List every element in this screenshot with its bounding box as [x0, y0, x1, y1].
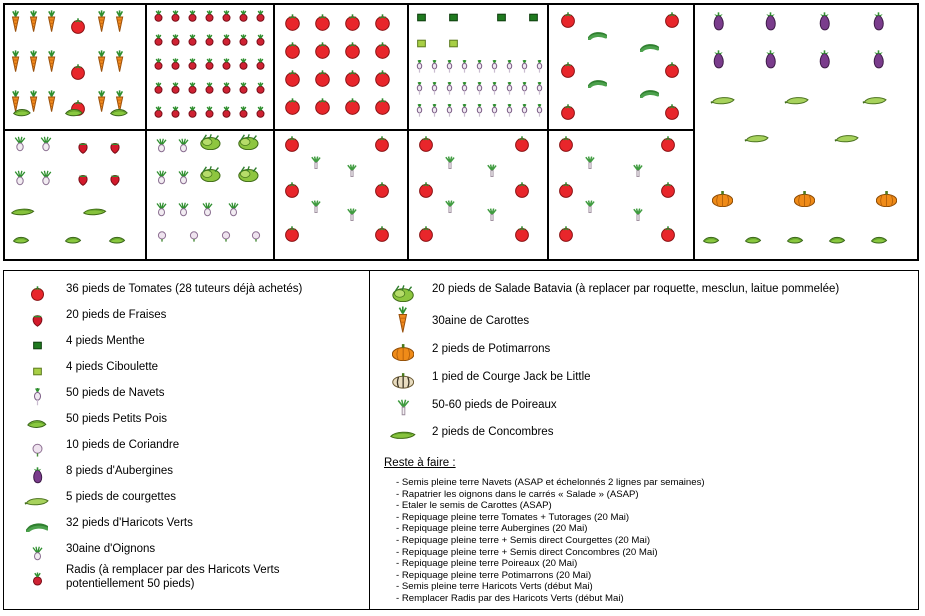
legend-label: 4 pieds Menthe	[66, 335, 145, 347]
leek-icon	[346, 164, 358, 177]
peas-icon	[786, 236, 804, 244]
todo-list	[396, 477, 705, 605]
carrot-icon	[28, 10, 39, 32]
legend-label: 4 pieds Ciboulette	[66, 361, 159, 373]
todo-item: - Repiquage pleine terre + Semis direct Courgettes (20 Mai)	[396, 534, 651, 546]
turnip-icon	[444, 104, 455, 118]
radish-icon	[203, 10, 216, 23]
tomato-icon	[560, 104, 576, 120]
todo-item: - Repiquage pleine terre Poireaux (20 Mai)	[396, 558, 578, 570]
radish-icon	[237, 58, 250, 71]
onion-icon	[38, 136, 54, 152]
carrot-icon	[114, 90, 125, 112]
greenbean-icon	[588, 32, 607, 40]
legend-label	[66, 563, 279, 591]
legend-item	[4, 513, 369, 539]
eggplant-icon	[870, 50, 887, 70]
turnip-icon	[519, 104, 530, 118]
tomato-icon	[664, 12, 680, 28]
radish-icon	[169, 58, 182, 71]
zucchini-icon	[744, 134, 770, 143]
strawberry-icon	[76, 172, 90, 186]
coriander-icon	[156, 230, 168, 242]
peas-icon	[828, 236, 846, 244]
garden-plan-grid	[3, 3, 919, 261]
tomato-icon	[344, 70, 361, 87]
todo-item: - Repiquage pleine terre Tomates + Tutorages (20 Mai)	[396, 511, 630, 523]
chive-icon	[448, 38, 459, 49]
onion-icon	[226, 202, 241, 217]
mint-icon	[448, 12, 459, 23]
cucumber-icon	[380, 421, 426, 447]
radish-icon	[254, 58, 267, 71]
turnip-icon	[459, 60, 470, 74]
radish-icon	[203, 106, 216, 119]
todo-item: - Semis pleine terre Haricots Verts (début Mai)	[396, 581, 593, 593]
turnip-icon	[459, 82, 470, 96]
radish-icon	[254, 82, 267, 95]
peas-icon	[64, 108, 84, 117]
peas-icon	[12, 236, 30, 244]
turnip-icon	[489, 82, 500, 96]
turnip-icon	[414, 82, 425, 96]
tomato-icon	[664, 62, 680, 78]
legend-label: 32 pieds d'Haricots Verts	[66, 517, 193, 529]
tomato-icon	[70, 100, 86, 116]
turnip-icon	[429, 104, 440, 118]
coriander-icon	[220, 230, 232, 242]
tomato-icon	[660, 182, 676, 198]
leek-icon	[486, 208, 498, 221]
tomato-icon	[284, 14, 301, 31]
peas-icon	[109, 108, 129, 117]
todo-item: - Repiquage pleine terre Aubergines (20 Mai)	[396, 523, 588, 535]
leek-icon	[632, 208, 644, 221]
carrot-icon	[114, 10, 125, 32]
carrot-icon	[46, 90, 57, 112]
legend-item	[4, 279, 369, 305]
onion-icon	[154, 202, 169, 217]
legend-label: 10 pieds de Coriandre	[66, 439, 180, 451]
tomato-icon	[314, 98, 331, 115]
squash-icon	[380, 365, 426, 391]
turnip-icon	[519, 60, 530, 74]
tomato-icon	[664, 104, 680, 120]
peas-icon	[64, 236, 82, 244]
turnip-icon	[534, 82, 545, 96]
tomato-icon	[14, 279, 60, 305]
tomato-icon	[344, 14, 361, 31]
legend-item	[4, 461, 369, 487]
eggplant-icon	[762, 12, 779, 32]
peas-icon	[108, 236, 126, 244]
salad-icon	[238, 134, 259, 150]
strawberry-icon	[108, 140, 122, 154]
legend-item	[4, 539, 369, 565]
tomato-icon	[374, 136, 390, 152]
mint-icon	[14, 331, 60, 357]
tomato-icon	[314, 42, 331, 59]
legend-label: 5 pieds de courgettes	[66, 491, 176, 503]
coriander-icon	[250, 230, 262, 242]
turnip-icon	[534, 60, 545, 74]
radish-icon	[220, 106, 233, 119]
pumpkin-icon	[380, 337, 426, 363]
tomato-icon	[70, 64, 86, 80]
tomato-icon	[418, 182, 434, 198]
legend-item	[4, 487, 369, 513]
peas-icon	[870, 236, 888, 244]
peas-icon	[744, 236, 762, 244]
tomato-icon	[560, 62, 576, 78]
tomato-icon	[514, 226, 530, 242]
radish-icon	[254, 106, 267, 119]
greenbean-icon	[588, 80, 607, 88]
tomato-icon	[284, 98, 301, 115]
tomato-icon	[314, 70, 331, 87]
carrot-icon	[96, 90, 107, 112]
radish-icon	[169, 10, 182, 23]
chive-icon	[416, 38, 427, 49]
turnip-icon	[519, 82, 530, 96]
onion-icon	[176, 138, 191, 153]
legend-label: 50-60 pieds de Poireaux	[432, 399, 557, 411]
legend-label: 36 pieds de Tomates (28 tuteurs déjà achetés)	[66, 283, 303, 295]
radish-icon	[152, 82, 165, 95]
tomato-icon	[558, 136, 574, 152]
eggplant-icon	[870, 12, 887, 32]
tomato-icon	[514, 182, 530, 198]
tomato-icon	[374, 14, 391, 31]
turnip-icon	[489, 104, 500, 118]
radish-icon	[152, 106, 165, 119]
onion-icon	[12, 136, 28, 152]
cucumber-icon	[10, 208, 35, 216]
carrot-icon	[96, 50, 107, 72]
radish-icon	[237, 34, 250, 47]
tomato-icon	[418, 136, 434, 152]
salad-icon	[200, 134, 221, 150]
legend-item	[4, 357, 369, 383]
radish-icon	[203, 82, 216, 95]
coriander-icon	[14, 435, 60, 461]
eggplant-icon	[710, 12, 727, 32]
carrot-icon	[28, 90, 39, 112]
turnip-icon	[459, 104, 470, 118]
salad-icon	[200, 166, 221, 182]
todo-item: - Etaler le semis de Carottes (ASAP)	[396, 500, 552, 512]
todo-item: - Repiquage pleine terre Potimarrons (20 Mai)	[396, 569, 592, 581]
legend-label: 50 pieds de Navets	[66, 387, 165, 399]
legend-item	[370, 365, 919, 393]
todo-item: - Semis pleine terre Navets (ASAP et échelonnés 2 lignes par semaines)	[396, 477, 705, 488]
radish-icon	[152, 10, 165, 23]
carrot-icon	[96, 10, 107, 32]
legend-label: 20 pieds de Salade Batavia (à replacer par roquette, mesclun, laitue pommelée)	[432, 283, 840, 295]
turnip-icon	[474, 60, 485, 74]
legend-panel	[3, 270, 919, 610]
onion-icon	[176, 170, 191, 185]
leek-icon	[380, 393, 426, 419]
peas-icon	[14, 409, 60, 435]
leek-icon	[584, 200, 596, 213]
turnip-icon	[444, 82, 455, 96]
radish-icon	[237, 106, 250, 119]
greenbean-icon	[640, 90, 659, 98]
zucchini-icon	[710, 96, 736, 105]
salad-icon	[238, 166, 259, 182]
radish-icon	[203, 34, 216, 47]
salad-icon	[380, 279, 426, 305]
tomato-icon	[374, 98, 391, 115]
tomato-icon	[558, 182, 574, 198]
tomato-icon	[374, 70, 391, 87]
strawberry-icon	[76, 140, 90, 154]
turnip-icon	[504, 60, 515, 74]
tomato-icon	[70, 18, 86, 34]
radish-icon	[203, 58, 216, 71]
legend-item	[4, 331, 369, 357]
tomato-icon	[374, 182, 390, 198]
strawberry-icon	[14, 305, 60, 331]
legend-label: 2 pieds de Concombres	[432, 426, 554, 438]
carrot-icon	[28, 50, 39, 72]
tomato-icon	[660, 136, 676, 152]
legend-item	[4, 305, 369, 331]
legend-left-column	[4, 271, 370, 609]
radish-icon	[152, 58, 165, 71]
legend-item	[370, 421, 919, 447]
todo-item: - Rapatrier les oignons dans le carrés « Salade » (ASAP)	[396, 488, 639, 500]
zucchini-icon	[14, 487, 60, 513]
turnip-icon	[414, 104, 425, 118]
tomato-icon	[284, 226, 300, 242]
radish-icon	[220, 34, 233, 47]
leek-icon	[310, 156, 322, 169]
todo-item: - Repiquage pleine terre + Semis direct Concombres (20 Mai)	[396, 546, 658, 558]
legend-label: 1 pied de Courge Jack be Little	[432, 371, 591, 383]
zucchini-icon	[834, 134, 860, 143]
radish-icon	[237, 10, 250, 23]
pumpkin-icon	[712, 190, 733, 207]
onion-icon	[154, 170, 169, 185]
radish-icon	[186, 82, 199, 95]
tomato-icon	[558, 226, 574, 242]
radish-icon	[220, 82, 233, 95]
tomato-icon	[374, 42, 391, 59]
carrot-icon	[10, 50, 21, 72]
legend-item	[4, 565, 369, 605]
leek-icon	[444, 200, 456, 213]
legend-item	[4, 383, 369, 409]
legend-label-line2: potentiellement 50 pieds)	[66, 578, 195, 590]
legend-label: 20 pieds de Fraises	[66, 309, 167, 321]
peas-icon	[702, 236, 720, 244]
tomato-icon	[284, 136, 300, 152]
radish-icon	[254, 10, 267, 23]
radish-icon	[169, 82, 182, 95]
radish-icon	[152, 34, 165, 47]
leek-icon	[310, 200, 322, 213]
tomato-icon	[344, 98, 361, 115]
turnip-icon	[414, 60, 425, 74]
onion-icon	[200, 202, 215, 217]
onion-icon	[12, 170, 28, 186]
todo-title: Reste à faire :	[384, 457, 456, 469]
tomato-icon	[374, 226, 390, 242]
eggplant-icon	[816, 50, 833, 70]
carrot-icon	[10, 10, 21, 32]
legend-item	[4, 435, 369, 461]
greenbean-icon	[640, 44, 659, 52]
radish-icon	[14, 565, 60, 591]
radish-icon	[220, 58, 233, 71]
turnip-icon	[429, 60, 440, 74]
eggplant-icon	[762, 50, 779, 70]
strawberry-icon	[108, 172, 122, 186]
eggplant-icon	[816, 12, 833, 32]
mint-icon	[528, 12, 539, 23]
peas-icon	[12, 108, 32, 117]
pumpkin-icon	[876, 190, 897, 207]
onion-icon	[14, 539, 60, 565]
leek-icon	[346, 208, 358, 221]
legend-label: 30aine d'Oignons	[66, 543, 156, 555]
mint-icon	[496, 12, 507, 23]
legend-right-column	[370, 271, 919, 609]
legend-label: 2 pieds de Potimarrons	[432, 343, 551, 355]
turnip-icon	[14, 383, 60, 409]
radish-icon	[186, 58, 199, 71]
carrot-icon	[10, 90, 21, 112]
legend-item	[370, 305, 919, 337]
mint-icon	[416, 12, 427, 23]
legend-item	[370, 337, 919, 365]
pumpkin-icon	[794, 190, 815, 207]
tomato-icon	[284, 42, 301, 59]
cucumber-icon	[82, 208, 107, 216]
legend-item	[4, 409, 369, 435]
tomato-icon	[314, 14, 331, 31]
turnip-icon	[429, 82, 440, 96]
leek-icon	[584, 156, 596, 169]
tomato-icon	[660, 226, 676, 242]
turnip-icon	[444, 60, 455, 74]
turnip-icon	[534, 104, 545, 118]
radish-icon	[186, 106, 199, 119]
leek-icon	[486, 164, 498, 177]
carrot-icon	[114, 50, 125, 72]
turnip-icon	[474, 104, 485, 118]
carrot-icon	[46, 50, 57, 72]
tomato-icon	[418, 226, 434, 242]
legend-label-line1: Radis (à remplacer par des Haricots Verts	[66, 564, 280, 576]
tomato-icon	[560, 12, 576, 28]
chive-icon	[14, 357, 60, 383]
turnip-icon	[504, 82, 515, 96]
radish-icon	[220, 10, 233, 23]
legend-label: 50 pieds Petits Pois	[66, 413, 168, 425]
radish-icon	[254, 34, 267, 47]
radish-icon	[169, 34, 182, 47]
zucchini-icon	[862, 96, 888, 105]
legend-item	[370, 393, 919, 421]
tomato-icon	[284, 182, 300, 198]
onion-icon	[154, 138, 169, 153]
radish-icon	[186, 34, 199, 47]
legend-label: 30aine de Carottes	[432, 315, 530, 327]
tomato-icon	[514, 136, 530, 152]
greenbean-icon	[14, 513, 60, 539]
legend-label: 8 pieds d'Aubergines	[66, 465, 174, 477]
legend-item	[370, 279, 919, 305]
leek-icon	[632, 164, 644, 177]
eggplant-icon	[710, 50, 727, 70]
zucchini-icon	[784, 96, 810, 105]
turnip-icon	[504, 104, 515, 118]
radish-icon	[169, 106, 182, 119]
coriander-icon	[188, 230, 200, 242]
radish-icon	[186, 10, 199, 23]
eggplant-icon	[14, 461, 60, 487]
carrot-icon	[380, 305, 426, 331]
tomato-icon	[284, 70, 301, 87]
leek-icon	[444, 156, 456, 169]
todo-item: - Remplacer Radis par des Haricots Verts (début Mai)	[396, 592, 624, 604]
onion-icon	[176, 202, 191, 217]
onion-icon	[38, 170, 54, 186]
radish-icon	[237, 82, 250, 95]
tomato-icon	[344, 42, 361, 59]
turnip-icon	[474, 82, 485, 96]
carrot-icon	[46, 10, 57, 32]
turnip-icon	[489, 60, 500, 74]
